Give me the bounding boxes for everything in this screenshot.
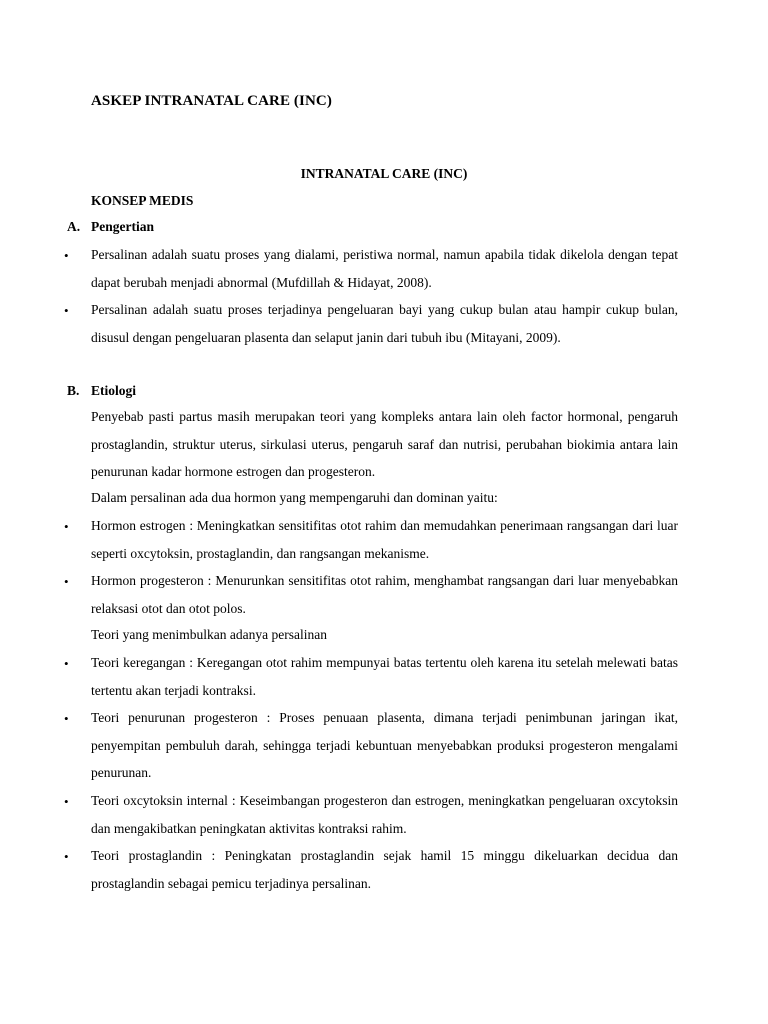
section-title: INTRANATAL CARE (INC) bbox=[300, 166, 468, 181]
bullet-icon: • bbox=[64, 794, 69, 809]
teori-prostaglandin-bullet: Teori prostaglandin : Peningkatan prostaglandin sejak hamil 15 minggu dikeluarkan decidua dan prostaglandin sebagai pemicu terjadinya persalinan. bbox=[91, 848, 678, 891]
hormon-intro: Dalam persalinan ada dua hormon yang mempengaruhi dan dominan yaitu: bbox=[91, 490, 498, 505]
etiologi-paragraph: Penyebab pasti partus masih merupakan teori yang kompleks antara lain oleh factor hormonal, pengaruh prostaglandin, struktur uterus, sirkulasi uterus, pengaruh saraf dan nutrisi, perubahan biokimia antara lain penurunan kadar hormone estrogen dan progesteron. bbox=[91, 409, 678, 479]
hormon-estrogen-bullet: Hormon estrogen : Meningkatkan sensitifitas otot rahim dan memudahkan penerimaan rangsangan dari luar seperti oxcytoksin, prostaglandin, dan rangsangan mekanisme. bbox=[91, 518, 678, 561]
hormon-progesteron-bullet: Hormon progesteron : Menurunkan sensitifitas otot rahim, menghambat rangsangan dari luar menyebabkan relaksasi otot dan otot polos. bbox=[91, 573, 678, 616]
section-b-letter: B. bbox=[67, 383, 80, 398]
pengertian-bullet-2: Persalinan adalah suatu proses terjadinya pengeluaran bayi yang cukup bulan atau hampir cukup bulan, disusul dengan pengeluaran plasenta dan selaput janin dari tubuh ibu (Mitayani, 2009). bbox=[91, 302, 678, 345]
bullet-icon: • bbox=[64, 519, 69, 534]
section-a-letter: A. bbox=[67, 219, 81, 234]
pengertian-bullet-1: Persalinan adalah suatu proses yang dialami, peristiwa normal, namun apabila tidak dikelola dengan tepat dapat berubah menjadi abnormal (Mufdillah & Hidayat, 2008). bbox=[91, 247, 678, 290]
etiologi-heading: Etiologi bbox=[91, 383, 137, 398]
bullet-icon: • bbox=[64, 574, 69, 589]
teori-keregangan-bullet: Teori keregangan : Keregangan otot rahim mempunyai batas tertentu oleh karena itu setelah melewati batas tertentu akan terjadi kontraksi. bbox=[91, 655, 678, 698]
pengertian-heading: Pengertian bbox=[91, 219, 154, 234]
bullet-icon: • bbox=[64, 849, 69, 864]
document-title: ASKEP INTRANATAL CARE (INC) bbox=[91, 93, 332, 109]
bullet-icon: • bbox=[64, 248, 69, 263]
bullet-icon: • bbox=[64, 711, 69, 726]
bullet-icon: • bbox=[64, 656, 69, 671]
teori-oxcytoksin-bullet: Teori oxcytoksin internal : Keseimbangan progesteron dan estrogen, meningkatkan pengeluaran oxcytoksin dan mengakibatkan peningkatan aktivitas kontraksi rahim. bbox=[91, 793, 678, 836]
teori-intro: Teori yang menimbulkan adanya persalinan bbox=[91, 627, 327, 642]
bullet-icon: • bbox=[64, 303, 69, 318]
teori-penurunan-progesteron-bullet: Teori penurunan progesteron : Proses penuaan plasenta, dimana terjadi penimbunan jaringan ikat, penyempitan pembuluh darah, sehingga terjadi kebuntuan menyebabkan produksi progesteron mengalami penurunan. bbox=[91, 710, 678, 780]
konsep-medis-heading: KONSEP MEDIS bbox=[91, 193, 194, 208]
